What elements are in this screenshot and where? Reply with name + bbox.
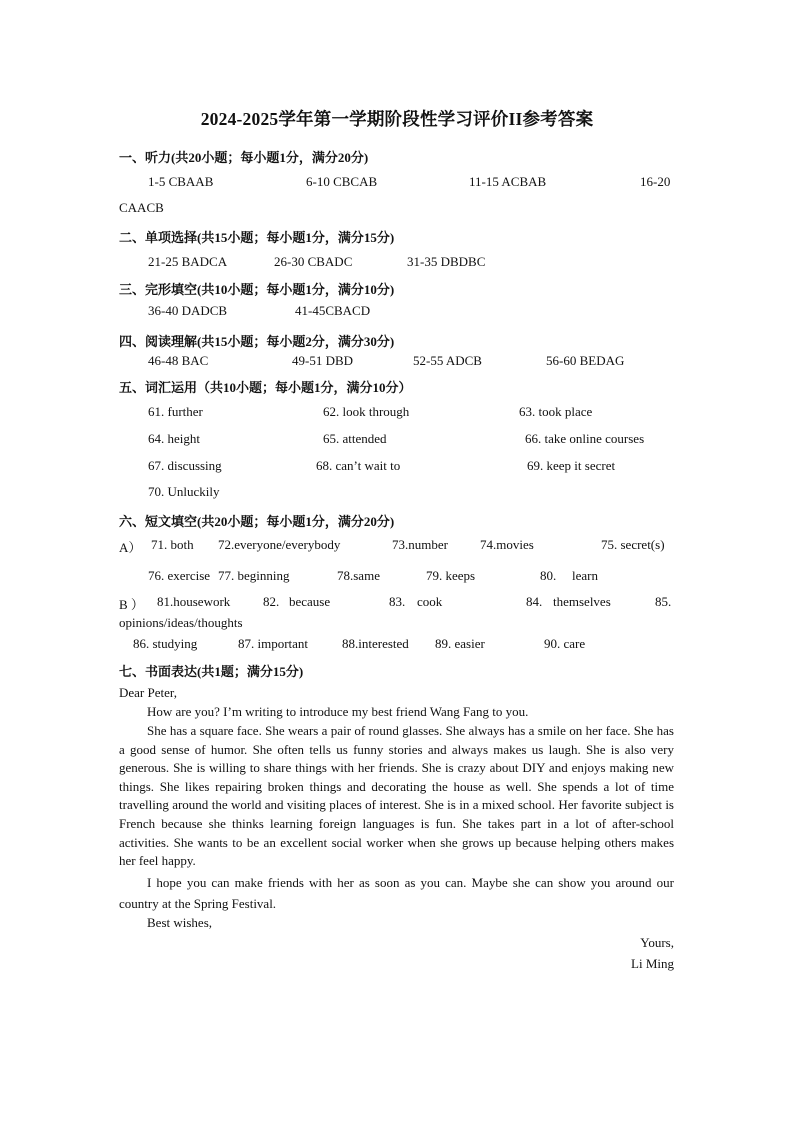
- answer-90: 90. care: [544, 636, 586, 651]
- answer-41-45: 41-45CBACD: [295, 303, 371, 318]
- section-heading-listening: 一、听力(共20小题；每小题1分，满分20分): [119, 150, 369, 165]
- answer-64: 64. height: [148, 431, 200, 446]
- answer-74: 74.movies: [480, 537, 534, 552]
- answer-56-60: 56-60 BEDAG: [546, 353, 625, 368]
- answer-86: 86. studying: [133, 636, 198, 651]
- letter-sign-yours: Yours,: [640, 935, 674, 950]
- part-a-label: A）: [119, 540, 142, 555]
- letter-salutation: Dear Peter,: [119, 685, 177, 700]
- answer-26-30: 26-30 CBADC: [274, 254, 353, 269]
- answer-61: 61. further: [148, 404, 203, 419]
- answer-78: 78.same: [337, 568, 380, 583]
- answer-68: 68. can’t wait to: [316, 458, 401, 473]
- section-heading-cloze: 三、完形填空(共10小题；每小题1分，满分10分): [119, 282, 395, 297]
- answer-83-number: 83.: [389, 594, 406, 609]
- answer-70: 70. Unluckily: [148, 484, 220, 499]
- answer-76: 76. exercise: [148, 568, 211, 583]
- page-title: 2024-2025学年第一学期阶段性学习评价II参考答案: [200, 109, 594, 129]
- answer-65: 65. attended: [323, 431, 387, 446]
- part-b-label: B ）: [119, 597, 144, 612]
- answer-6-10: 6-10 CBCAB: [306, 174, 378, 189]
- section-heading-single-choice: 二、单项选择(共15小题；每小题1分，满分15分): [119, 230, 395, 245]
- answer-85-number: 85.: [655, 594, 672, 609]
- answer-73: 73.number: [392, 537, 448, 552]
- section-heading-writing: 七、书面表达(共1题；满分15分): [119, 664, 304, 679]
- answer-11-15: 11-15 ACBAB: [469, 174, 547, 189]
- answer-79: 79. keeps: [426, 568, 476, 583]
- letter-closing: Best wishes,: [147, 915, 212, 930]
- answer-1-5: 1-5 CBAAB: [148, 174, 214, 189]
- answer-72: 72.everyone/everybody: [218, 537, 341, 552]
- answer-77: 77. beginning: [218, 568, 290, 583]
- answer-89: 89. easier: [435, 636, 485, 651]
- answer-80-number: 80.: [540, 568, 557, 583]
- answer-84-number: 84.: [526, 594, 543, 609]
- section-heading-vocabulary: 五、词汇运用（共10小题；每小题1分，满分10分）: [119, 380, 412, 395]
- answer-67: 67. discussing: [148, 458, 222, 473]
- answer-31-35: 31-35 DBDBC: [407, 254, 486, 269]
- section-heading-reading: 四、阅读理解(共15小题；每小题2分，满分30分): [119, 334, 395, 349]
- section-heading-passage-fill: 六、短文填空(共20小题；每小题1分，满分20分): [119, 514, 395, 529]
- answer-84-word: themselves: [553, 594, 611, 609]
- answer-16-20-label: 16-20: [640, 174, 671, 189]
- answer-82-word: because: [289, 594, 331, 609]
- answer-88: 88.interested: [342, 636, 409, 651]
- answer-82-number: 82.: [263, 594, 280, 609]
- answer-36-40: 36-40 DADCB: [148, 303, 228, 318]
- answer-75: 75. secret(s): [601, 537, 665, 552]
- answer-46-48: 46-48 BAC: [148, 353, 209, 368]
- letter-paragraph-2: She has a square face. She wears a pair of round glasses. She always has a smile on her face. She has a good sense of humor. She often tells us funny stories and always makes us laugh. She is also very generous. She is willing to share things with her friends. She is crazy about DIY and enjoys making new things. She likes repairing broken things and decorating the house as well. She spends a lot of time travelling around the world and visiting places of interest. She is in a mixed school. Her favorite subject is French because she thinks learning foreign languages is fun. She takes part in a lot of after-school activities. She wants to be an excellent social worker when she grows up because helping others makes her feel happy.: [119, 723, 674, 869]
- answer-81: 81.housework: [157, 594, 231, 609]
- answer-85-word: opinions/ideas/thoughts: [119, 615, 243, 630]
- answer-63: 63. took place: [519, 404, 593, 419]
- letter-sign-name: Li Ming: [631, 956, 674, 971]
- answer-69: 69. keep it secret: [527, 458, 616, 473]
- answer-52-55: 52-55 ADCB: [413, 353, 482, 368]
- answer-83-word: cook: [417, 594, 443, 609]
- letter-paragraph-3: I hope you can make friends with her as soon as you can. Maybe she can show you around our country at the Spring Festival.: [119, 875, 674, 911]
- answer-16-20-value: CAACB: [119, 200, 164, 215]
- letter-paragraph-1: How are you? I’m writing to introduce my best friend Wang Fang to you.: [147, 704, 529, 719]
- answer-71: 71. both: [151, 537, 194, 552]
- answer-62: 62. look through: [323, 404, 410, 419]
- answer-80-word: learn: [572, 568, 598, 583]
- answer-49-51: 49-51 DBD: [292, 353, 354, 368]
- answer-66: 66. take online courses: [525, 431, 645, 446]
- answer-21-25: 21-25 BADCA: [148, 254, 228, 269]
- answer-87: 87. important: [238, 636, 309, 651]
